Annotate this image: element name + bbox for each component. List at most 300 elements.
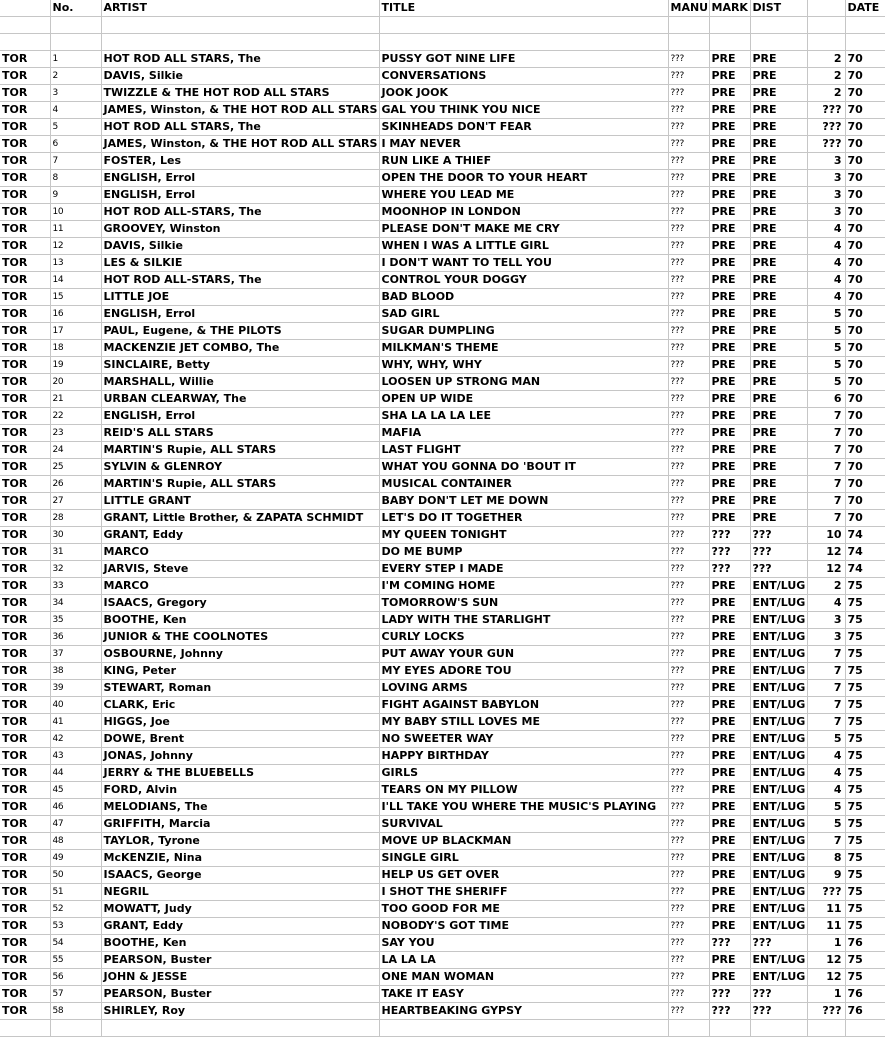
artist-cell[interactable]: REID'S ALL STARS xyxy=(101,425,379,442)
label-cell[interactable]: TOR xyxy=(0,255,50,272)
title-cell[interactable]: LADY WITH THE STARLIGHT xyxy=(379,612,668,629)
artist-cell[interactable]: JARVIS, Steve xyxy=(101,561,379,578)
label-cell[interactable]: TOR xyxy=(0,765,50,782)
date-cell[interactable]: 70 xyxy=(845,510,885,527)
mark-cell[interactable]: PRE xyxy=(709,629,750,646)
number-cell[interactable]: 46 xyxy=(50,799,101,816)
artist-cell[interactable]: DAVIS, Silkie xyxy=(101,68,379,85)
mark-cell[interactable]: ??? xyxy=(709,1003,750,1020)
date-cell[interactable]: 70 xyxy=(845,289,885,306)
label-cell[interactable]: TOR xyxy=(0,85,50,102)
label-cell[interactable]: TOR xyxy=(0,629,50,646)
dist-cell[interactable]: ENT/LUG xyxy=(750,782,807,799)
title-cell[interactable]: RUN LIKE A THIEF xyxy=(379,153,668,170)
date-cell[interactable]: 70 xyxy=(845,476,885,493)
manu-cell[interactable]: ??? xyxy=(668,476,709,493)
artist-cell[interactable]: HOT ROD ALL-STARS, The xyxy=(101,272,379,289)
title-cell[interactable]: MILKMAN'S THEME xyxy=(379,340,668,357)
count-cell[interactable]: 11 xyxy=(807,918,845,935)
label-cell[interactable]: TOR xyxy=(0,748,50,765)
count-cell[interactable]: 12 xyxy=(807,952,845,969)
artist-cell[interactable]: FORD, Alvin xyxy=(101,782,379,799)
manu-cell[interactable]: ??? xyxy=(668,731,709,748)
date-cell[interactable]: 70 xyxy=(845,306,885,323)
date-cell[interactable] xyxy=(845,34,885,51)
dist-cell[interactable]: PRE xyxy=(750,204,807,221)
count-cell[interactable]: 5 xyxy=(807,816,845,833)
label-cell[interactable]: TOR xyxy=(0,51,50,68)
count-cell[interactable]: 7 xyxy=(807,459,845,476)
manu-cell[interactable]: ??? xyxy=(668,153,709,170)
date-cell[interactable]: 70 xyxy=(845,221,885,238)
dist-cell[interactable]: ENT/LUG xyxy=(750,918,807,935)
artist-cell[interactable]: DOWE, Brent xyxy=(101,731,379,748)
manu-cell[interactable]: ??? xyxy=(668,119,709,136)
mark-cell[interactable]: PRE xyxy=(709,187,750,204)
title-cell[interactable]: FIGHT AGAINST BABYLON xyxy=(379,697,668,714)
title-cell[interactable]: PUT AWAY YOUR GUN xyxy=(379,646,668,663)
manu-cell[interactable]: ??? xyxy=(668,986,709,1003)
date-cell[interactable]: 70 xyxy=(845,340,885,357)
manu-cell[interactable]: ??? xyxy=(668,969,709,986)
mark-cell[interactable]: PRE xyxy=(709,238,750,255)
manu-cell[interactable]: ??? xyxy=(668,867,709,884)
title-cell[interactable]: I DON'T WANT TO TELL YOU xyxy=(379,255,668,272)
manu-cell[interactable]: ??? xyxy=(668,850,709,867)
artist-cell[interactable]: BOOTHE, Ken xyxy=(101,935,379,952)
title-cell[interactable]: EVERY STEP I MADE xyxy=(379,561,668,578)
dist-cell[interactable]: PRE xyxy=(750,187,807,204)
count-cell[interactable]: 7 xyxy=(807,510,845,527)
dist-cell[interactable]: ENT/LUG xyxy=(750,952,807,969)
dist-cell[interactable]: ENT/LUG xyxy=(750,595,807,612)
label-cell[interactable]: TOR xyxy=(0,68,50,85)
column-header-date[interactable]: DATE xyxy=(845,0,885,17)
number-cell[interactable]: 10 xyxy=(50,204,101,221)
label-cell[interactable]: TOR xyxy=(0,884,50,901)
label-cell[interactable]: TOR xyxy=(0,187,50,204)
manu-cell[interactable]: ??? xyxy=(668,221,709,238)
number-cell[interactable]: 47 xyxy=(50,816,101,833)
count-cell[interactable]: 3 xyxy=(807,629,845,646)
mark-cell[interactable]: PRE xyxy=(709,102,750,119)
date-cell[interactable]: 75 xyxy=(845,867,885,884)
manu-cell[interactable]: ??? xyxy=(668,629,709,646)
title-cell[interactable]: WHEN I WAS A LITTLE GIRL xyxy=(379,238,668,255)
manu-cell[interactable]: ??? xyxy=(668,323,709,340)
mark-cell[interactable]: PRE xyxy=(709,493,750,510)
date-cell[interactable]: 76 xyxy=(845,986,885,1003)
count-cell[interactable]: 4 xyxy=(807,238,845,255)
artist-cell[interactable]: ENGLISH, Errol xyxy=(101,170,379,187)
title-cell[interactable]: TEARS ON MY PILLOW xyxy=(379,782,668,799)
number-cell[interactable]: 12 xyxy=(50,238,101,255)
mark-cell[interactable]: PRE xyxy=(709,306,750,323)
date-cell[interactable]: 70 xyxy=(845,408,885,425)
title-cell[interactable]: I MAY NEVER xyxy=(379,136,668,153)
number-cell[interactable]: 15 xyxy=(50,289,101,306)
artist-cell[interactable]: JERRY & THE BLUEBELLS xyxy=(101,765,379,782)
number-cell[interactable] xyxy=(50,1020,101,1037)
dist-cell[interactable]: PRE xyxy=(750,102,807,119)
artist-cell[interactable]: SINCLAIRE, Betty xyxy=(101,357,379,374)
count-cell[interactable]: 7 xyxy=(807,663,845,680)
count-cell[interactable]: 8 xyxy=(807,850,845,867)
artist-cell[interactable]: MELODIANS, The xyxy=(101,799,379,816)
dist-cell[interactable]: PRE xyxy=(750,272,807,289)
manu-cell[interactable] xyxy=(668,1020,709,1037)
artist-cell[interactable]: JAMES, Winston, & THE HOT ROD ALL STARS xyxy=(101,136,379,153)
number-cell[interactable]: 20 xyxy=(50,374,101,391)
number-cell[interactable] xyxy=(50,17,101,34)
label-cell[interactable]: TOR xyxy=(0,357,50,374)
count-cell[interactable] xyxy=(807,1020,845,1037)
label-cell[interactable]: TOR xyxy=(0,816,50,833)
date-cell[interactable]: 70 xyxy=(845,153,885,170)
title-cell[interactable]: HEARTBEAKING GYPSY xyxy=(379,1003,668,1020)
artist-cell[interactable]: DAVIS, Silkie xyxy=(101,238,379,255)
title-cell[interactable]: MY EYES ADORE TOU xyxy=(379,663,668,680)
title-cell[interactable]: LOOSEN UP STRONG MAN xyxy=(379,374,668,391)
mark-cell[interactable]: PRE xyxy=(709,425,750,442)
count-cell[interactable]: 7 xyxy=(807,493,845,510)
mark-cell[interactable]: PRE xyxy=(709,663,750,680)
date-cell[interactable]: 70 xyxy=(845,51,885,68)
mark-cell[interactable]: PRE xyxy=(709,272,750,289)
artist-cell[interactable]: LES & SILKIE xyxy=(101,255,379,272)
artist-cell[interactable]: JUNIOR & THE COOLNOTES xyxy=(101,629,379,646)
artist-cell[interactable]: McKENZIE, Nina xyxy=(101,850,379,867)
number-cell[interactable]: 32 xyxy=(50,561,101,578)
manu-cell[interactable]: ??? xyxy=(668,187,709,204)
dist-cell[interactable]: ENT/LUG xyxy=(750,850,807,867)
artist-cell[interactable] xyxy=(101,34,379,51)
title-cell[interactable]: MY BABY STILL LOVES ME xyxy=(379,714,668,731)
number-cell[interactable]: 28 xyxy=(50,510,101,527)
number-cell[interactable]: 18 xyxy=(50,340,101,357)
number-cell[interactable]: 56 xyxy=(50,969,101,986)
mark-cell[interactable]: PRE xyxy=(709,680,750,697)
label-cell[interactable]: TOR xyxy=(0,833,50,850)
date-cell[interactable]: 75 xyxy=(845,578,885,595)
label-cell[interactable] xyxy=(0,1020,50,1037)
mark-cell[interactable]: ??? xyxy=(709,544,750,561)
manu-cell[interactable]: ??? xyxy=(668,765,709,782)
artist-cell[interactable]: SHIRLEY, Roy xyxy=(101,1003,379,1020)
dist-cell[interactable]: PRE xyxy=(750,136,807,153)
dist-cell[interactable] xyxy=(750,34,807,51)
count-cell[interactable]: 3 xyxy=(807,153,845,170)
date-cell[interactable]: 75 xyxy=(845,816,885,833)
artist-cell[interactable]: GRANT, Eddy xyxy=(101,527,379,544)
date-cell[interactable]: 75 xyxy=(845,901,885,918)
label-cell[interactable]: TOR xyxy=(0,272,50,289)
dist-cell[interactable]: ??? xyxy=(750,935,807,952)
artist-cell[interactable]: MOWATT, Judy xyxy=(101,901,379,918)
manu-cell[interactable]: ??? xyxy=(668,442,709,459)
label-cell[interactable]: TOR xyxy=(0,935,50,952)
manu-cell[interactable]: ??? xyxy=(668,748,709,765)
number-cell[interactable]: 45 xyxy=(50,782,101,799)
column-header-mark[interactable]: MARK xyxy=(709,0,750,17)
manu-cell[interactable]: ??? xyxy=(668,272,709,289)
label-cell[interactable]: TOR xyxy=(0,289,50,306)
title-cell[interactable] xyxy=(379,1020,668,1037)
title-cell[interactable]: TAKE IT EASY xyxy=(379,986,668,1003)
label-cell[interactable]: TOR xyxy=(0,595,50,612)
artist-cell[interactable]: MARTIN'S Rupie, ALL STARS xyxy=(101,442,379,459)
mark-cell[interactable]: ??? xyxy=(709,527,750,544)
number-cell[interactable]: 41 xyxy=(50,714,101,731)
mark-cell[interactable]: PRE xyxy=(709,646,750,663)
label-cell[interactable]: TOR xyxy=(0,136,50,153)
label-cell[interactable]: TOR xyxy=(0,714,50,731)
dist-cell[interactable]: ENT/LUG xyxy=(750,646,807,663)
number-cell[interactable]: 49 xyxy=(50,850,101,867)
dist-cell[interactable]: ENT/LUG xyxy=(750,833,807,850)
mark-cell[interactable]: PRE xyxy=(709,510,750,527)
manu-cell[interactable]: ??? xyxy=(668,68,709,85)
mark-cell[interactable]: PRE xyxy=(709,51,750,68)
artist-cell[interactable]: URBAN CLEARWAY, The xyxy=(101,391,379,408)
column-header-title[interactable]: TITLE xyxy=(379,0,668,17)
count-cell[interactable]: 2 xyxy=(807,68,845,85)
label-cell[interactable]: TOR xyxy=(0,697,50,714)
mark-cell[interactable]: PRE xyxy=(709,255,750,272)
dist-cell[interactable]: PRE xyxy=(750,459,807,476)
label-cell[interactable]: TOR xyxy=(0,986,50,1003)
artist-cell[interactable]: GROOVEY, Winston xyxy=(101,221,379,238)
number-cell[interactable]: 17 xyxy=(50,323,101,340)
title-cell[interactable]: BAD BLOOD xyxy=(379,289,668,306)
dist-cell[interactable]: ENT/LUG xyxy=(750,901,807,918)
count-cell[interactable]: 4 xyxy=(807,289,845,306)
number-cell[interactable]: 5 xyxy=(50,119,101,136)
count-cell[interactable]: 12 xyxy=(807,969,845,986)
manu-cell[interactable]: ??? xyxy=(668,357,709,374)
dist-cell[interactable]: ENT/LUG xyxy=(750,629,807,646)
date-cell[interactable]: 75 xyxy=(845,833,885,850)
date-cell[interactable]: 70 xyxy=(845,374,885,391)
count-cell[interactable]: 7 xyxy=(807,680,845,697)
count-cell[interactable]: 9 xyxy=(807,867,845,884)
number-cell[interactable]: 30 xyxy=(50,527,101,544)
label-cell[interactable]: TOR xyxy=(0,340,50,357)
label-cell[interactable]: TOR xyxy=(0,782,50,799)
artist-cell[interactable]: MARCO xyxy=(101,578,379,595)
manu-cell[interactable]: ??? xyxy=(668,255,709,272)
dist-cell[interactable]: ??? xyxy=(750,527,807,544)
count-cell[interactable]: 5 xyxy=(807,306,845,323)
label-cell[interactable]: TOR xyxy=(0,612,50,629)
title-cell[interactable]: MOVE UP BLACKMAN xyxy=(379,833,668,850)
mark-cell[interactable]: PRE xyxy=(709,153,750,170)
label-cell[interactable] xyxy=(0,34,50,51)
number-cell[interactable]: 7 xyxy=(50,153,101,170)
number-cell[interactable]: 55 xyxy=(50,952,101,969)
artist-cell[interactable]: MARSHALL, Willie xyxy=(101,374,379,391)
mark-cell[interactable]: PRE xyxy=(709,221,750,238)
title-cell[interactable]: SKINHEADS DON'T FEAR xyxy=(379,119,668,136)
date-cell[interactable]: 74 xyxy=(845,561,885,578)
count-cell[interactable]: 7 xyxy=(807,714,845,731)
date-cell[interactable] xyxy=(845,1020,885,1037)
label-cell[interactable]: TOR xyxy=(0,969,50,986)
count-cell[interactable]: 5 xyxy=(807,731,845,748)
mark-cell[interactable]: PRE xyxy=(709,731,750,748)
count-cell[interactable]: 5 xyxy=(807,340,845,357)
mark-cell[interactable]: PRE xyxy=(709,289,750,306)
dist-cell[interactable]: PRE xyxy=(750,51,807,68)
manu-cell[interactable]: ??? xyxy=(668,493,709,510)
manu-cell[interactable] xyxy=(668,34,709,51)
mark-cell[interactable]: PRE xyxy=(709,850,750,867)
mark-cell[interactable]: PRE xyxy=(709,867,750,884)
mark-cell[interactable]: PRE xyxy=(709,578,750,595)
title-cell[interactable]: BABY DON'T LET ME DOWN xyxy=(379,493,668,510)
number-cell[interactable]: 2 xyxy=(50,68,101,85)
number-cell[interactable]: 54 xyxy=(50,935,101,952)
date-cell[interactable]: 70 xyxy=(845,459,885,476)
dist-cell[interactable]: ENT/LUG xyxy=(750,578,807,595)
artist-cell[interactable]: SYLVIN & GLENROY xyxy=(101,459,379,476)
count-cell[interactable]: 5 xyxy=(807,323,845,340)
date-cell[interactable]: 70 xyxy=(845,102,885,119)
count-cell[interactable]: ??? xyxy=(807,1003,845,1020)
title-cell[interactable]: LOVING ARMS xyxy=(379,680,668,697)
count-cell[interactable]: 4 xyxy=(807,782,845,799)
mark-cell[interactable]: PRE xyxy=(709,884,750,901)
dist-cell[interactable]: PRE xyxy=(750,289,807,306)
dist-cell[interactable]: ENT/LUG xyxy=(750,697,807,714)
number-cell[interactable]: 4 xyxy=(50,102,101,119)
manu-cell[interactable]: ??? xyxy=(668,238,709,255)
number-cell[interactable]: 8 xyxy=(50,170,101,187)
dist-cell[interactable]: ENT/LUG xyxy=(750,680,807,697)
date-cell[interactable]: 75 xyxy=(845,748,885,765)
artist-cell[interactable]: BOOTHE, Ken xyxy=(101,612,379,629)
artist-cell[interactable]: CLARK, Eric xyxy=(101,697,379,714)
dist-cell[interactable]: PRE xyxy=(750,119,807,136)
label-cell[interactable]: TOR xyxy=(0,510,50,527)
date-cell[interactable]: 70 xyxy=(845,255,885,272)
date-cell[interactable]: 76 xyxy=(845,1003,885,1020)
artist-cell[interactable]: PAUL, Eugene, & THE PILOTS xyxy=(101,323,379,340)
label-cell[interactable]: TOR xyxy=(0,578,50,595)
dist-cell[interactable]: PRE xyxy=(750,170,807,187)
artist-cell[interactable]: HOT ROD ALL STARS, The xyxy=(101,51,379,68)
label-cell[interactable]: TOR xyxy=(0,901,50,918)
artist-cell[interactable]: TAYLOR, Tyrone xyxy=(101,833,379,850)
title-cell[interactable]: NOBODY'S GOT TIME xyxy=(379,918,668,935)
manu-cell[interactable]: ??? xyxy=(668,561,709,578)
artist-cell[interactable]: MARCO xyxy=(101,544,379,561)
date-cell[interactable]: 70 xyxy=(845,442,885,459)
title-cell[interactable]: HELP US GET OVER xyxy=(379,867,668,884)
manu-cell[interactable]: ??? xyxy=(668,408,709,425)
count-cell[interactable]: 3 xyxy=(807,612,845,629)
title-cell[interactable] xyxy=(379,17,668,34)
dist-cell[interactable]: ENT/LUG xyxy=(750,816,807,833)
dist-cell[interactable]: PRE xyxy=(750,425,807,442)
label-cell[interactable]: TOR xyxy=(0,918,50,935)
manu-cell[interactable]: ??? xyxy=(668,714,709,731)
count-cell[interactable]: 3 xyxy=(807,170,845,187)
dist-cell[interactable]: ??? xyxy=(750,561,807,578)
title-cell[interactable]: GIRLS xyxy=(379,765,668,782)
date-cell[interactable]: 75 xyxy=(845,629,885,646)
artist-cell[interactable] xyxy=(101,17,379,34)
manu-cell[interactable]: ??? xyxy=(668,306,709,323)
count-cell[interactable]: 4 xyxy=(807,272,845,289)
title-cell[interactable] xyxy=(379,34,668,51)
manu-cell[interactable]: ??? xyxy=(668,697,709,714)
number-cell[interactable]: 52 xyxy=(50,901,101,918)
title-cell[interactable]: PUSSY GOT NINE LIFE xyxy=(379,51,668,68)
number-cell[interactable]: 38 xyxy=(50,663,101,680)
dist-cell[interactable]: ENT/LUG xyxy=(750,867,807,884)
dist-cell[interactable]: PRE xyxy=(750,510,807,527)
dist-cell[interactable]: PRE xyxy=(750,357,807,374)
number-cell[interactable]: 34 xyxy=(50,595,101,612)
dist-cell[interactable]: PRE xyxy=(750,391,807,408)
title-cell[interactable]: CONTROL YOUR DOGGY xyxy=(379,272,668,289)
mark-cell[interactable]: PRE xyxy=(709,969,750,986)
mark-cell[interactable]: PRE xyxy=(709,918,750,935)
title-cell[interactable]: DO ME BUMP xyxy=(379,544,668,561)
label-cell[interactable]: TOR xyxy=(0,527,50,544)
count-cell[interactable]: 7 xyxy=(807,408,845,425)
number-cell[interactable]: 16 xyxy=(50,306,101,323)
mark-cell[interactable]: ??? xyxy=(709,935,750,952)
column-header-manu[interactable]: MANU xyxy=(668,0,709,17)
count-cell[interactable]: 2 xyxy=(807,578,845,595)
dist-cell[interactable]: ??? xyxy=(750,544,807,561)
label-cell[interactable]: TOR xyxy=(0,680,50,697)
number-cell[interactable]: 50 xyxy=(50,867,101,884)
dist-cell[interactable]: ??? xyxy=(750,1003,807,1020)
title-cell[interactable]: CURLY LOCKS xyxy=(379,629,668,646)
mark-cell[interactable]: PRE xyxy=(709,782,750,799)
mark-cell[interactable] xyxy=(709,1020,750,1037)
manu-cell[interactable]: ??? xyxy=(668,374,709,391)
date-cell[interactable]: 75 xyxy=(845,697,885,714)
label-cell[interactable]: TOR xyxy=(0,119,50,136)
number-cell[interactable]: 1 xyxy=(50,51,101,68)
mark-cell[interactable]: ??? xyxy=(709,561,750,578)
number-cell[interactable]: 31 xyxy=(50,544,101,561)
dist-cell[interactable] xyxy=(750,1020,807,1037)
title-cell[interactable]: I'LL TAKE YOU WHERE THE MUSIC'S PLAYING xyxy=(379,799,668,816)
mark-cell[interactable]: PRE xyxy=(709,119,750,136)
date-cell[interactable] xyxy=(845,17,885,34)
date-cell[interactable]: 70 xyxy=(845,85,885,102)
number-cell[interactable]: 40 xyxy=(50,697,101,714)
column-header-artist[interactable]: ARTIST xyxy=(101,0,379,17)
dist-cell[interactable]: ENT/LUG xyxy=(750,884,807,901)
column-header-number[interactable]: No. xyxy=(50,0,101,17)
label-cell[interactable]: TOR xyxy=(0,952,50,969)
mark-cell[interactable]: PRE xyxy=(709,476,750,493)
count-cell[interactable]: 3 xyxy=(807,187,845,204)
dist-cell[interactable]: PRE xyxy=(750,306,807,323)
count-cell[interactable]: 5 xyxy=(807,799,845,816)
number-cell[interactable]: 25 xyxy=(50,459,101,476)
column-header-label[interactable] xyxy=(0,0,50,17)
date-cell[interactable]: 75 xyxy=(845,799,885,816)
artist-cell[interactable]: ISAACS, George xyxy=(101,867,379,884)
title-cell[interactable]: MAFIA xyxy=(379,425,668,442)
